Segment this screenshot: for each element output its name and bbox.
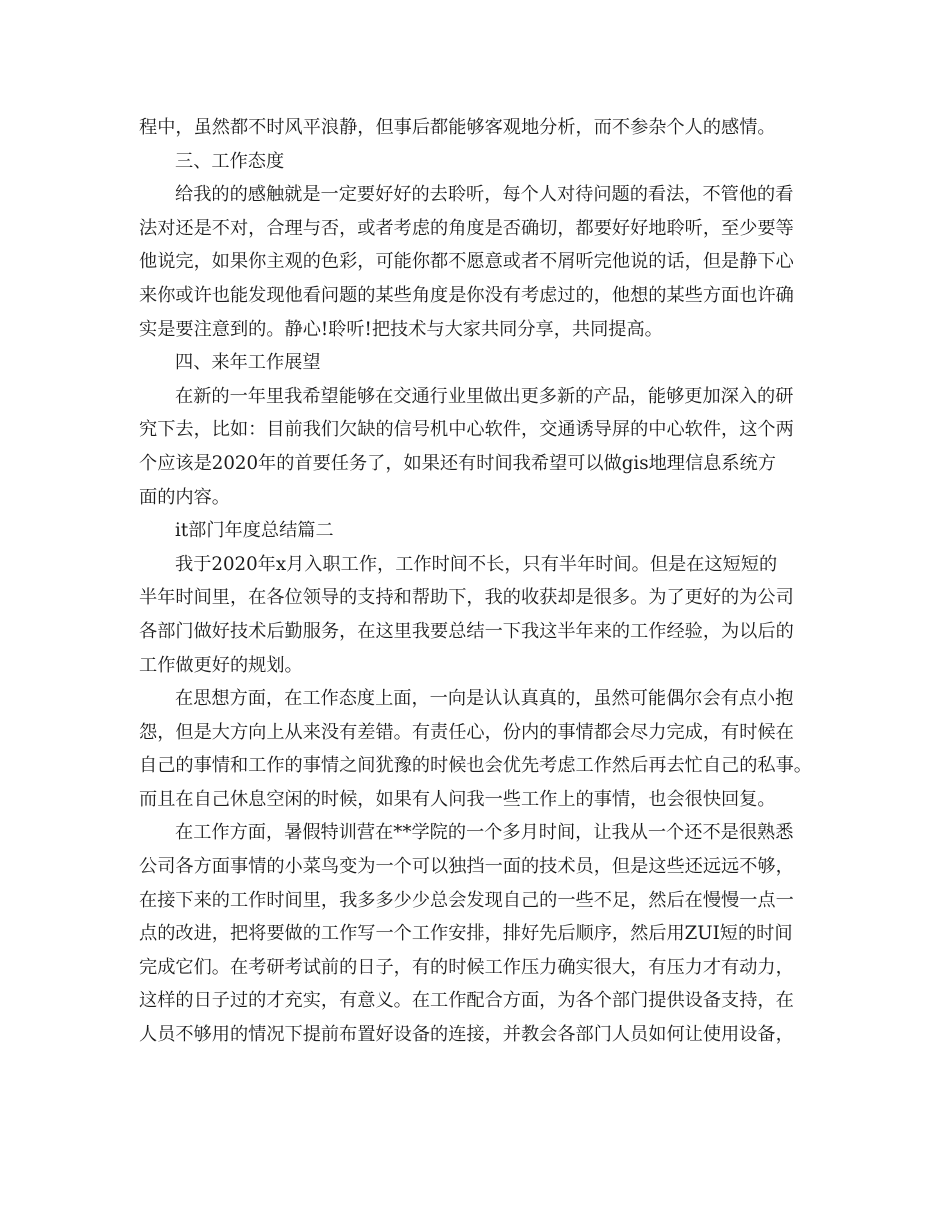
- text-line: 他说完，如果你主观的色彩，可能你都不愿意或者不屑听完他说的话，但是静下心: [139, 251, 794, 273]
- text-line: 人员不够用的情况下提前布置好设备的连接，并教会各部门人员如何让使用设备，: [139, 1024, 794, 1046]
- text-line: 四、来年工作展望: [175, 352, 321, 374]
- text-line: 面的内容。: [139, 486, 230, 508]
- text-line: 程中，虽然都不时风平浪静，但事后都能够客观地分析，而不参杂个人的感情。: [139, 117, 776, 138]
- text-line: it部门年度总结篇二: [175, 520, 334, 542]
- text-line: 在思想方面，在工作态度上面，一向是认认真真的，虽然可能偶尔会有点小抱: [175, 688, 794, 710]
- text-line: 实是要注意到的。静心!聆听!把技术与大家共同分享，共同提高。: [139, 318, 663, 340]
- text-line: 怨，但是大方向上从来没有差错。有责任心，份内的事情都会尽力完成，有时候在: [139, 721, 794, 743]
- document-body: [139, 111, 819, 1052]
- text-line: 究下去，比如：目前我们欠缺的信号机中心软件，交通诱导屏的中心软件，这个两: [139, 419, 794, 441]
- text-line: 自己的事情和工作的事情之间犹豫的时候也会优先考虑工作然后再去忙自己的私事。: [139, 755, 812, 777]
- text-line: 而且在自己休息空闲的时候，如果有人问我一些工作上的事情，也会很快回复。: [139, 788, 776, 810]
- text-line: 公司各方面事情的小菜鸟变为一个可以独挡一面的技术员，但是这些还远远不够，: [139, 856, 794, 878]
- text-line: 给我的的感触就是一定要好好的去聆听，每个人对待问题的看法，不管他的看: [175, 184, 794, 206]
- text-line: 三、工作态度: [175, 150, 285, 172]
- text-line: 完成它们。在考研考试前的日子，有的时候工作压力确实很大，有压力才有动力，: [139, 956, 794, 978]
- text-line: 半年时间里，在各位领导的支持和帮助下，我的收获却是很多。为了更好的为公司: [139, 587, 794, 609]
- text-line: 来你或许也能发现他看问题的某些角度是你没有考虑过的，他想的某些方面也许确: [139, 284, 794, 306]
- text-line: 各部门做好技术后勤服务，在这里我要总结一下我这半年来的工作经验，为以后的: [139, 620, 794, 642]
- text-line: 法对还是不对，合理与否，或者考虑的角度是否确切，都要好好地聆听，至少要等: [139, 217, 794, 239]
- text-line: 我于2020年x月入职工作，工作时间不长，只有半年时间。但是在这短短的: [175, 553, 778, 575]
- text-line: 在工作方面，暑假特训营在**学院的一个多月时间，让我从一个还不是很熟悉: [175, 822, 794, 844]
- text-line: 这样的日子过的才充实，有意义。在工作配合方面，为各个部门提供设备支持，在: [139, 990, 794, 1012]
- text-line: 在新的一年里我希望能够在交通行业里做出更多新的产品，能够更加深入的研: [175, 385, 794, 407]
- text-line: 在接下来的工作时间里，我多多少少总会发现自己的一些不足，然后在慢慢一点一: [139, 889, 794, 911]
- text-line: 点的改进，把将要做的工作写一个工作安排，排好先后顺序，然后用ZUI短的时间: [139, 923, 793, 945]
- text-line: 工作做更好的规划。: [139, 654, 303, 676]
- text-line: 个应该是2020年的首要任务了，如果还有时间我希望可以做gis地理信息系统方: [139, 452, 776, 474]
